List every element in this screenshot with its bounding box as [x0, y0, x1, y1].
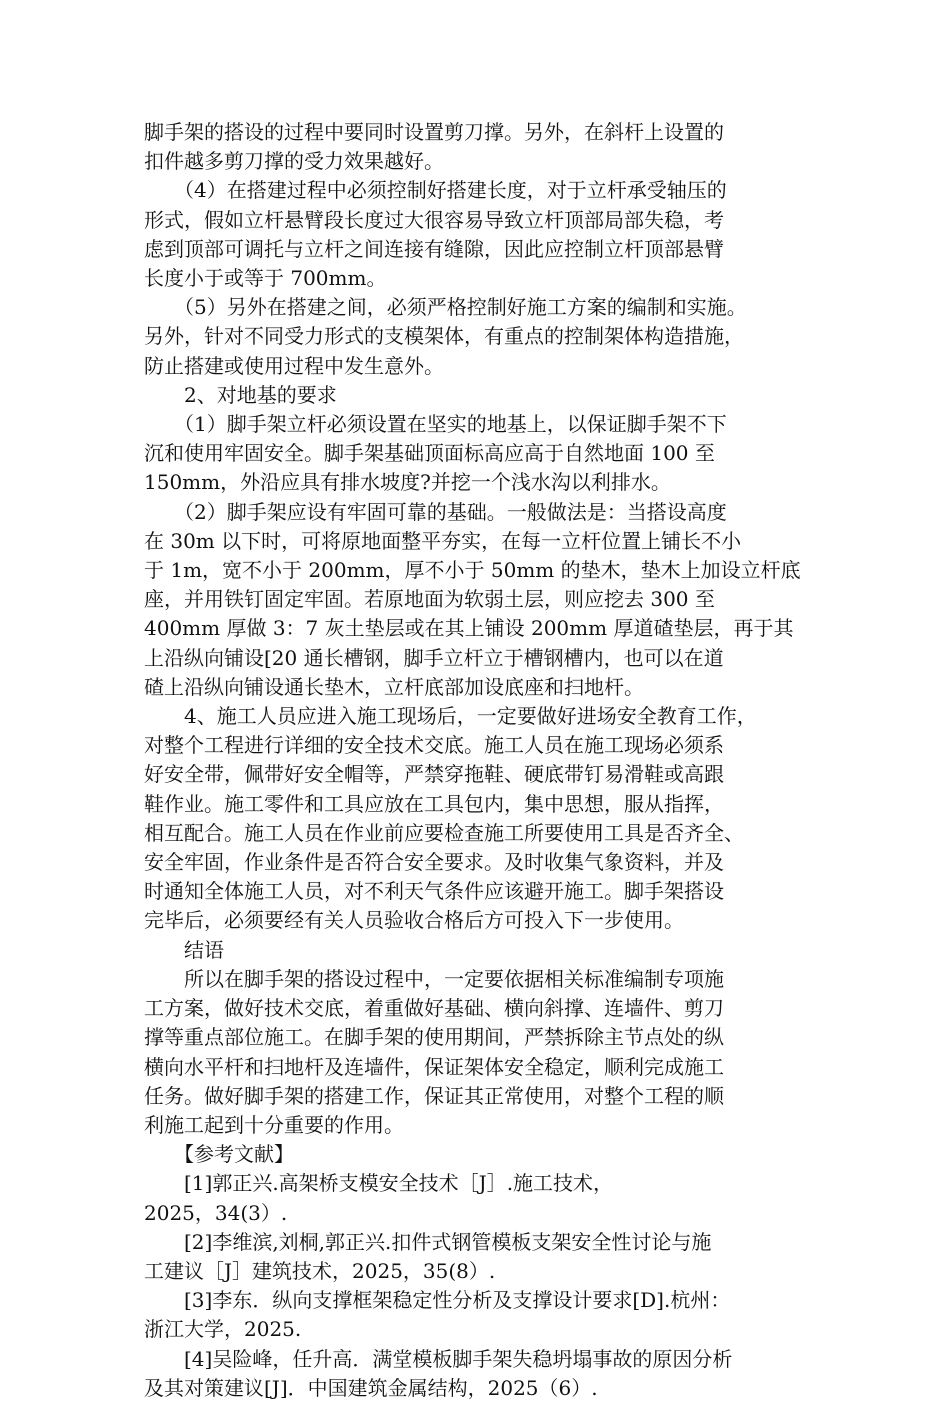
reference-line: [1]郭正兴.高架桥支模安全技术［J］.施工技术， [144, 1171, 614, 1196]
text-line: 利施工起到十分重要的作用。 [144, 1112, 404, 1137]
text-line: 座，并用铁钉固定牢固。若原地面为软弱土层，则应挖去 300 至 [144, 587, 715, 612]
text-line: （5）另外在搭建之间，必须严格控制好施工方案的编制和实施。 [144, 295, 747, 320]
text-line: 虑到顶部可调托与立杆之间连接有缝隙，因此应控制立杆顶部悬臂 [144, 236, 724, 261]
text-line: 防止搭建或使用过程中发生意外。 [144, 353, 444, 378]
reference-line: [3]李东．纵向支撑框架稳定性分析及支撑设计要求[D].杭州： [144, 1288, 731, 1313]
reference-line: [2]李维滨,刘桐,郭正兴.扣件式钢管模板支架安全性讨论与施 [144, 1229, 712, 1254]
reference-line: 工建议［J］建筑技术，2025，35(8）. [144, 1258, 496, 1283]
section-heading: 2、对地基的要求 [144, 382, 337, 407]
reference-line: 及其对策建议[J]．中国建筑金属结构，2025（6）. [144, 1375, 598, 1400]
text-line: （1）脚手架立杆必须设置在坚实的地基上，以保证脚手架不下 [144, 412, 727, 437]
reference-line: 2025，34(3）. [144, 1200, 288, 1225]
text-line: 所以在脚手架的搭设过程中，一定要依据相关标准编制专项施 [144, 966, 724, 991]
text-line: 400mm 厚做 3：7 灰土垫层或在其上铺设 200mm 厚道碴垫层，再于其 [144, 616, 794, 641]
text-line: 脚手架的搭设的过程中要同时设置剪刀撑。另外，在斜杆上设置的 [144, 120, 724, 144]
text-line: 工方案，做好技术交底，着重做好基础、横向斜撑、连墙件、剪刀 [144, 996, 724, 1021]
text-line: 另外，针对不同受力形式的支模架体，有重点的控制架体构造措施， [144, 324, 744, 349]
text-line: 长度小于或等于 700mm。 [144, 266, 387, 291]
text-line: 对整个工程进行详细的安全技术交底。施工人员在施工现场必须系 [144, 733, 724, 758]
text-line: 相互配合。施工人员在作业前应要检查施工所要使用工具是否齐全、 [144, 820, 744, 845]
text-line: 完毕后，必须要经有关人员验收合格后方可投入下一步使用。 [144, 908, 684, 933]
document-body [144, 118, 824, 1403]
text-line: 鞋作业。施工零件和工具应放在工具包内，集中思想，服从指挥， [144, 791, 724, 816]
text-line: 碴上沿纵向铺设通长垫木，立杆底部加设底座和扫地杆。 [144, 674, 644, 699]
section-heading: 结语 [144, 937, 224, 962]
reference-line: 浙江大学，2025. [144, 1317, 302, 1342]
text-line: 沉和使用牢固安全。脚手架基础顶面标高应高于自然地面 100 至 [144, 441, 715, 466]
text-line: 在 30m 以下时，可将原地面整平夯实，在每一立杆位置上铺长不小 [144, 528, 742, 553]
references-heading: 【参考文献】 [144, 1142, 294, 1167]
reference-line: [4]吴险峰，任升高．满堂模板脚手架失稳坍塌事故的原因分析 [144, 1346, 733, 1371]
text-line: 形式，假如立杆悬臂段长度过大很容易导致立杆顶部局部失稳，考 [144, 207, 724, 232]
text-line: 4、施工人员应进入施工现场后，一定要做好进场安全教育工作， [144, 704, 757, 729]
text-line: （4）在搭建过程中必须控制好搭建长度，对于立杆承受轴压的 [144, 178, 727, 203]
text-line: 好安全带，佩带好安全帽等，严禁穿拖鞋、硬底带钉易滑鞋或高跟 [144, 762, 724, 787]
text-line: （2）脚手架应设有牢固可靠的基础。一般做法是：当搭设高度 [144, 499, 727, 524]
text-line: 时通知全体施工人员，对不利天气条件应该避开施工。脚手架搭设 [144, 879, 724, 904]
text-line: 横向水平杆和扫地杆及连墙件，保证架体安全稳定，顺利完成施工 [144, 1054, 724, 1079]
text-line: 上沿纵向铺设[20 通长槽钢，脚手立杆立于槽钢槽内，也可以在道 [144, 645, 724, 670]
text-line: 撑等重点部位施工。在脚手架的使用期间，严禁拆除主节点处的纵 [144, 1025, 724, 1050]
text-line: 安全牢固，作业条件是否符合安全要求。及时收集气象资料，并及 [144, 850, 724, 875]
text-line: 任务。做好脚手架的搭建工作，保证其正常使用，对整个工程的顺 [144, 1083, 724, 1108]
text-line: 150mm，外沿应具有排水坡度?并挖一个浅水沟以利排水。 [144, 470, 671, 495]
text-line: 扣件越多剪刀撑的受力效果越好。 [144, 149, 444, 174]
text-line: 于 1m，宽不小于 200mm，厚不小于 50mm 的垫木，垫木上加设立杆底 [144, 558, 801, 583]
